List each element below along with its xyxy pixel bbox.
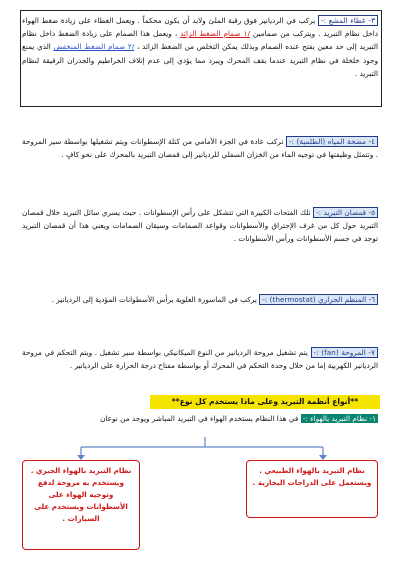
vacuum-valve-label: /٢ صمام الضغط المنخفض bbox=[53, 42, 135, 52]
radiator-cap-text-1: يركب في الرديانير فوق رقبة الملئ ولابد أن يكون محكماً . ويعمل الغطاء على زيادة ضغط الهواء داخل نظام التبريد . ويتركب من صمامين bbox=[22, 16, 379, 39]
forced-air-cooling-box bbox=[22, 460, 140, 550]
air-cooling-text: في هذا النظام يستخدم الهواء في التبريد المباشر ويوجد من نوعان bbox=[100, 414, 301, 423]
section-cooling-jackets-title: ٥- قمصان التبريد :- bbox=[313, 207, 378, 218]
radiator-cap-text-2: ، ويعمل هذا الصمام على زيادة الضغط داخل نظام التبريد إلى حد معين يفتح عنده الصمام وبذلك يمكن التخلص من الضغط الزائد ، bbox=[22, 29, 378, 52]
natural-air-cooling-text: ويستعمل على الدراجات البخارية . bbox=[252, 478, 372, 487]
section-radiator-cap-title: ٣- غطاء المشع :- bbox=[318, 15, 378, 26]
forced-air-cooling-text: ويستخدم به مروحة لدفع وتوجيه الهواء على الأسطوانات ويستخدم على السيارات . bbox=[34, 478, 128, 523]
pressure-valve-label: /١ صمام الضغط الزائد bbox=[180, 29, 250, 39]
section-air-cooling-title: ١- نظام التبريد بالهواء :- bbox=[302, 414, 376, 423]
forced-air-cooling-title: نظام التبريد بالهواء الجبري . bbox=[30, 466, 132, 475]
section-fan-title: ٧- المروحة (fan) :- bbox=[311, 347, 378, 358]
section-thermostat-title: ٦- المنظم الحراري (thermostat) :- bbox=[259, 294, 378, 305]
water-pump-text: تركب عادة في الجزء الأمامي من كتلة الإسطوانات ويتم تشغيلها بواسطة سير المروحة . وتتمثل وظيفتها في توجيه الماء من الخزان السفلي للرديانير إلى قمصان التبريد بالمحرك على نحو كافٍ . bbox=[22, 137, 378, 160]
thermostat-text: يركب في الماسورة العلوية برأس الأسطوانات المؤدية إلى الرديانير . bbox=[51, 295, 260, 304]
natural-air-cooling-box bbox=[246, 460, 378, 518]
radiator-cap-text-3: الذي يمنع وجود خلخلة في نظام التبريد عندما يقف المحرك ويبرد مما يؤدي إلى عدم إتلاف الخراطيم والجدران الرقيقة لنظام التبريد . bbox=[22, 42, 378, 78]
section-water-pump-title: ٤- مضخة المياه (الطلمبة) :- bbox=[286, 136, 378, 147]
cooling-jackets-text: تلك الفتحات الكبيرة التي تتشكل على رأس الإسطوانات . حيث يسري سائل التبريد خلال قمصان التبريد حول كل من غرف الإحتراق والأسطوانات وقواعد الصمامات وسيقان الصمامات ويعني هذا أن قمصان التبريد توجد في جسم الأسطوانات ورأس الأسطوانات . bbox=[22, 208, 378, 244]
natural-air-cooling-title: نظام التبريد بالهواء الطبيعي . bbox=[259, 466, 365, 475]
cooling-types-heading: **أنواع أنظمة التبريد وعلى ماذا يستخدم كل نوع** bbox=[150, 395, 380, 409]
fan-text: يتم تشغيل مروحة الرديانير من النوع الميكانيكي بواسطة سير تشغيل . ويتم التحكم في مروحة الرديانير الكهربية إما من خلال وحدة التحكم في المحرك أو بواسطة مفتاح درجة الحرارة على الرديانير . bbox=[22, 348, 378, 371]
